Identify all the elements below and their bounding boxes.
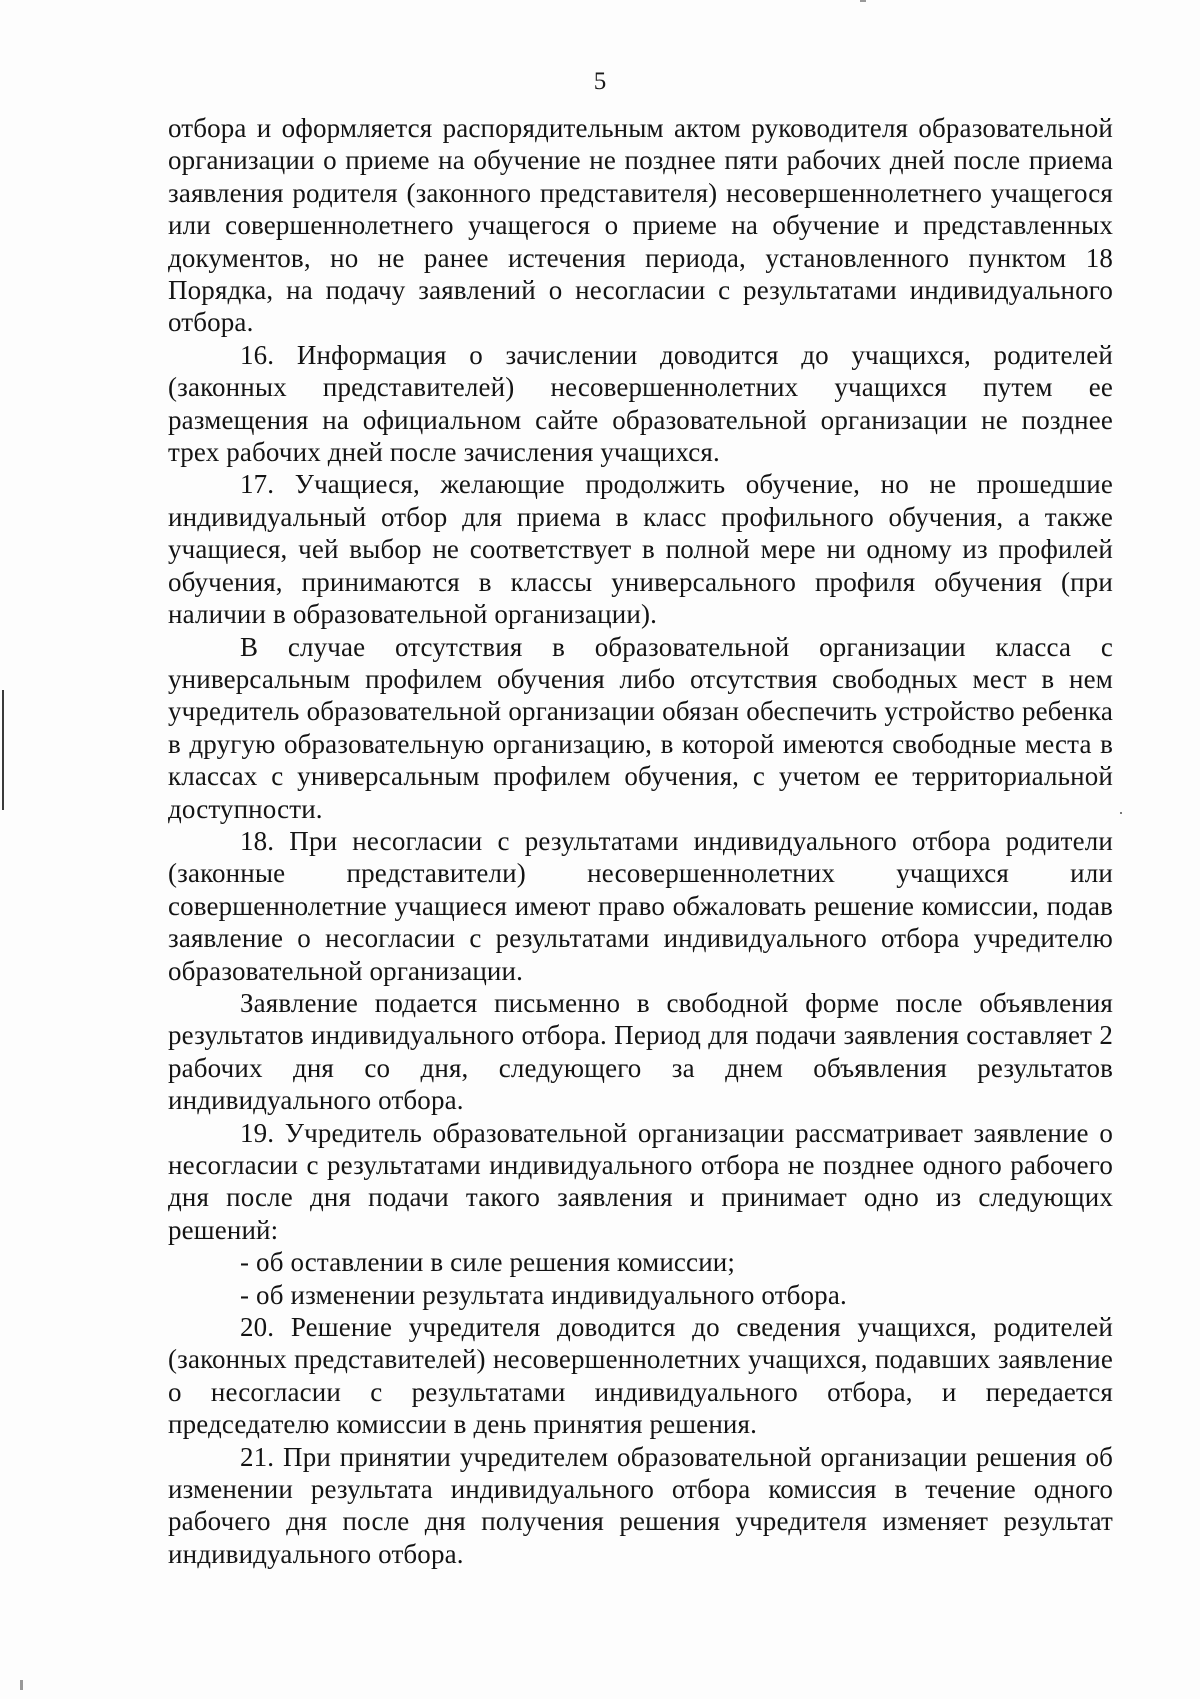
paragraph-item-17-continued: В случае отсутствия в образовательной организации класса с универсальным профилем обучения либо отсутствия свободных мест в нем учредитель образовательной организации обязан обеспечить устройство ребенка в другую образовательную организацию, в которой имеются свободные места в классах с универсальным профилем обучения, с учетом ее территориальной доступности. (168, 631, 1113, 824)
paragraph-item-19: 19. Учредитель образовательной организации рассматривает заявление о несогласии с результатами индивидуального отбора не позднее одного рабочего дня после дня подачи такого заявления и принимает одно из следующих решений: (168, 1117, 1113, 1245)
paragraph-item-17: 17. Учащиеся, желающие продолжить обучение, но не прошедшие индивидуальный отбор для приема в класс профильного обучения, а также учащиеся, чей выбор не соответствует в полной мере ни одному из профилей обучения, принимаются в классы универсального профиля обучения (при наличии в образовательной организации). (168, 469, 1113, 630)
paragraph-item-20: 20. Решение учредителя доводится до сведения учащихся, родителей (законных представителей) несовершеннолетних учащихся, подавших заявление о несогласии с результатами индивидуального отбора, и передается председателю комиссии в день принятия решения. (168, 1312, 1113, 1440)
paragraph-item-18: 18. При несогласии с результатами индивидуального отбора родители (законные представители) несовершеннолетних учащихся или совершеннолетние учащиеся имеют право обжаловать решение комиссии, подав заявление о несогласии с результатами индивидуального отбора учредителю образовательной организации. (168, 825, 1113, 986)
paragraph-item-18-continued: Заявление подается письменно в свободной форме после объявления результатов индивидуального отбора. Период для подачи заявления составляет 2 рабочих дня со дня, следующего за днем объявления результатов индивидуального отбора. (168, 987, 1113, 1116)
scan-speck (860, 0, 866, 2)
page-number: 5 (593, 68, 607, 95)
paragraph-continuation: отбора и оформляется распорядительным актом руководителя образовательной организации о приеме на обучение не позднее пяти рабочих дней после приема заявления родителя (законного представителя) несовершеннолетнего учащегося или совершеннолетнего учащегося о приеме на обучение и представленных документов, но не ранее истечения периода, установленного пунктом 18 Порядка, на подачу заявлений о несогласии с результатами индивидуального отбора. (168, 113, 1113, 338)
paragraph-item-21: 21. При принятии учредителем образовательной организации решения об изменении результата индивидуального отбора комиссия в течение одного рабочего дня после дня получения решения учредителя изменяет результат индивидуального отбора. (168, 1441, 1113, 1569)
paragraph-item-16: 16. Информация о зачислении доводится до учащихся, родителей (законных представителей) несовершеннолетних учащихся путем ее размещения на официальном сайте образовательной организации не позднее трех рабочих дней после зачисления учащихся. (168, 339, 1113, 468)
scan-speck (20, 1680, 23, 1690)
document-body (168, 112, 1113, 1570)
scan-edge-mark (2, 690, 4, 810)
list-item-decision-2: - об изменении результата индивидуального отбора. (240, 1279, 847, 1310)
list-item-decision-1: - об оставлении в силе решения комиссии; (240, 1247, 736, 1278)
scan-speck (1120, 812, 1122, 814)
